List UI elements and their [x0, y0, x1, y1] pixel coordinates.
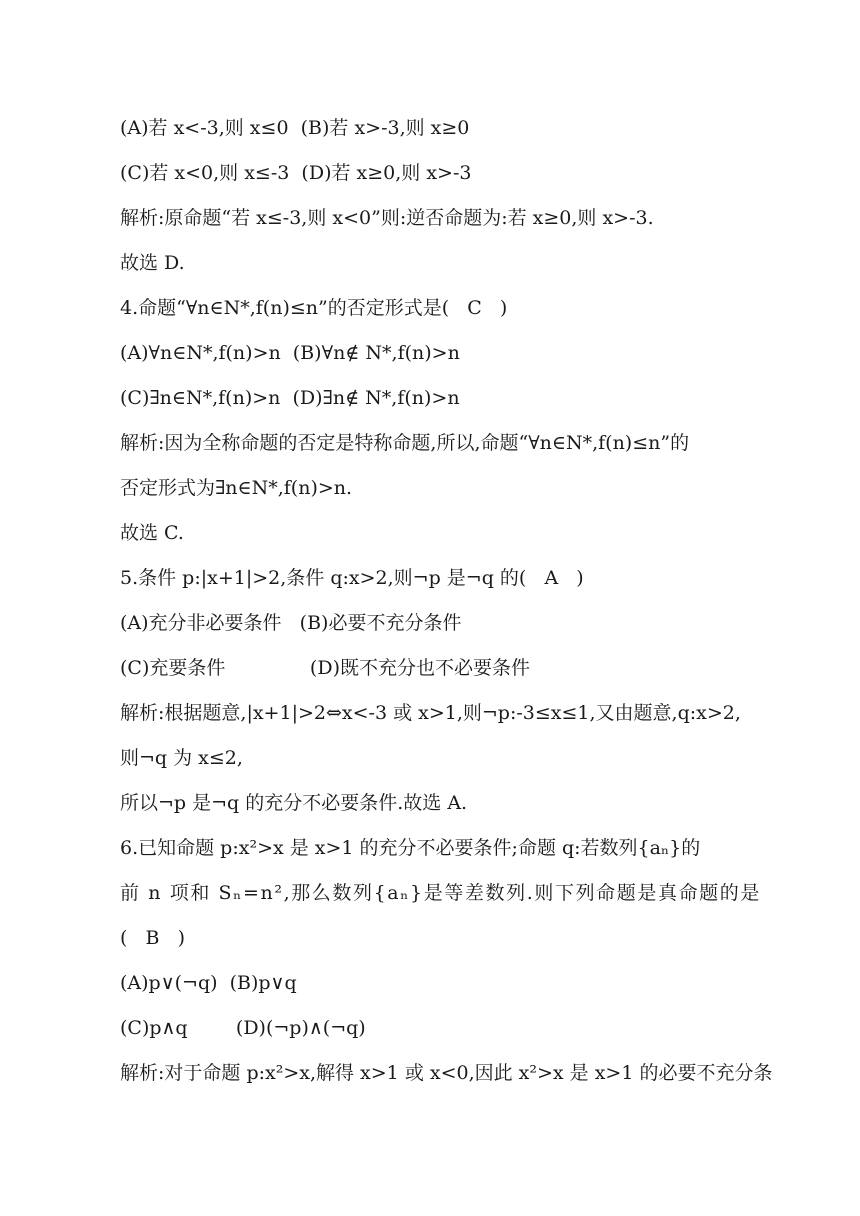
q3-answer [120, 251, 780, 275]
text-line: 解析:根据题意,|x+1|>2⇔x<-3 或 x>1,则¬p:-3≤x≤1,又由题意,q:x>2, [120, 702, 741, 724]
text-line: (C)∃n∈N*,f(n)>n (D)∃n∉ N*,f(n)>n [120, 387, 460, 409]
text-line: 否定形式为∃n∈N*,f(n)>n. [120, 477, 353, 499]
q6-answer-paren [120, 926, 780, 950]
q5-options-cd [120, 656, 780, 680]
text-line: ( B ) [120, 927, 186, 949]
text-line: 故选 D. [120, 252, 185, 274]
q6-options-ab [120, 971, 780, 995]
text-line: (A)∀n∈N*,f(n)>n (B)∀n∉ N*,f(n)>n [120, 342, 460, 364]
text-line: 故选 C. [120, 522, 184, 544]
text-line: (A)p∨(¬q) (B)p∨q [120, 972, 297, 994]
q6-analysis-1 [120, 1061, 780, 1085]
q4-options-ab [120, 341, 780, 365]
text-line: 所以¬p 是¬q 的充分不必要条件.故选 A. [120, 792, 468, 814]
text-line: 解析:原命题“若 x≤-3,则 x<0”则:逆否命题为:若 x≥0,则 x>-3. [120, 207, 654, 229]
text-line: 前 n 项和 Sₙ=n²,那么数列{aₙ}是等差数列.则下列命题是真命题的是 [120, 882, 761, 904]
q5-analysis-1 [120, 701, 780, 725]
text-line: (C)p∧q (D)(¬p)∧(¬q) [120, 1017, 366, 1039]
q5-analysis-2 [120, 746, 780, 770]
q4-options-cd [120, 386, 780, 410]
text-line: 则¬q 为 x≤2, [120, 747, 243, 769]
q5-stem [120, 566, 780, 590]
text-line: 4.命题“∀n∈N*,f(n)≤n”的否定形式是( C ) [120, 297, 508, 319]
q5-options-ab [120, 611, 780, 635]
text-line: 解析:因为全称命题的否定是特称命题,所以,命题“∀n∈N*,f(n)≤n”的 [120, 432, 690, 454]
text-line: 解析:对于命题 p:x²>x,解得 x>1 或 x<0,因此 x²>x 是 x>1 的必要不充分条 [120, 1062, 773, 1084]
text-line: 5.条件 p:|x+1|>2,条件 q:x>2,则¬p 是¬q 的( A ) [120, 567, 584, 589]
q3-options-cd [120, 161, 780, 185]
q5-answer [120, 791, 780, 815]
q6-options-cd [120, 1016, 780, 1040]
text-line: (A)充分非必要条件 (B)必要不充分条件 [120, 612, 462, 634]
q4-analysis-2 [120, 476, 780, 500]
q4-stem [120, 296, 780, 320]
text-line: (C)充要条件 (D)既不充分也不必要条件 [120, 657, 530, 679]
q4-answer [120, 521, 780, 545]
q6-stem-1 [120, 836, 780, 860]
text-line: 6.已知命题 p:x²>x 是 x>1 的充分不必要条件;命题 q:若数列{aₙ}的 [120, 837, 701, 859]
q4-analysis-1 [120, 431, 780, 455]
text-line: (A)若 x<-3,则 x≤0 (B)若 x>-3,则 x≥0 [120, 117, 470, 139]
q3-options-ab [120, 116, 780, 140]
q3-analysis [120, 206, 780, 230]
q6-stem-2 [120, 881, 780, 905]
text-line: (C)若 x<0,则 x≤-3 (D)若 x≥0,则 x>-3 [120, 162, 472, 184]
